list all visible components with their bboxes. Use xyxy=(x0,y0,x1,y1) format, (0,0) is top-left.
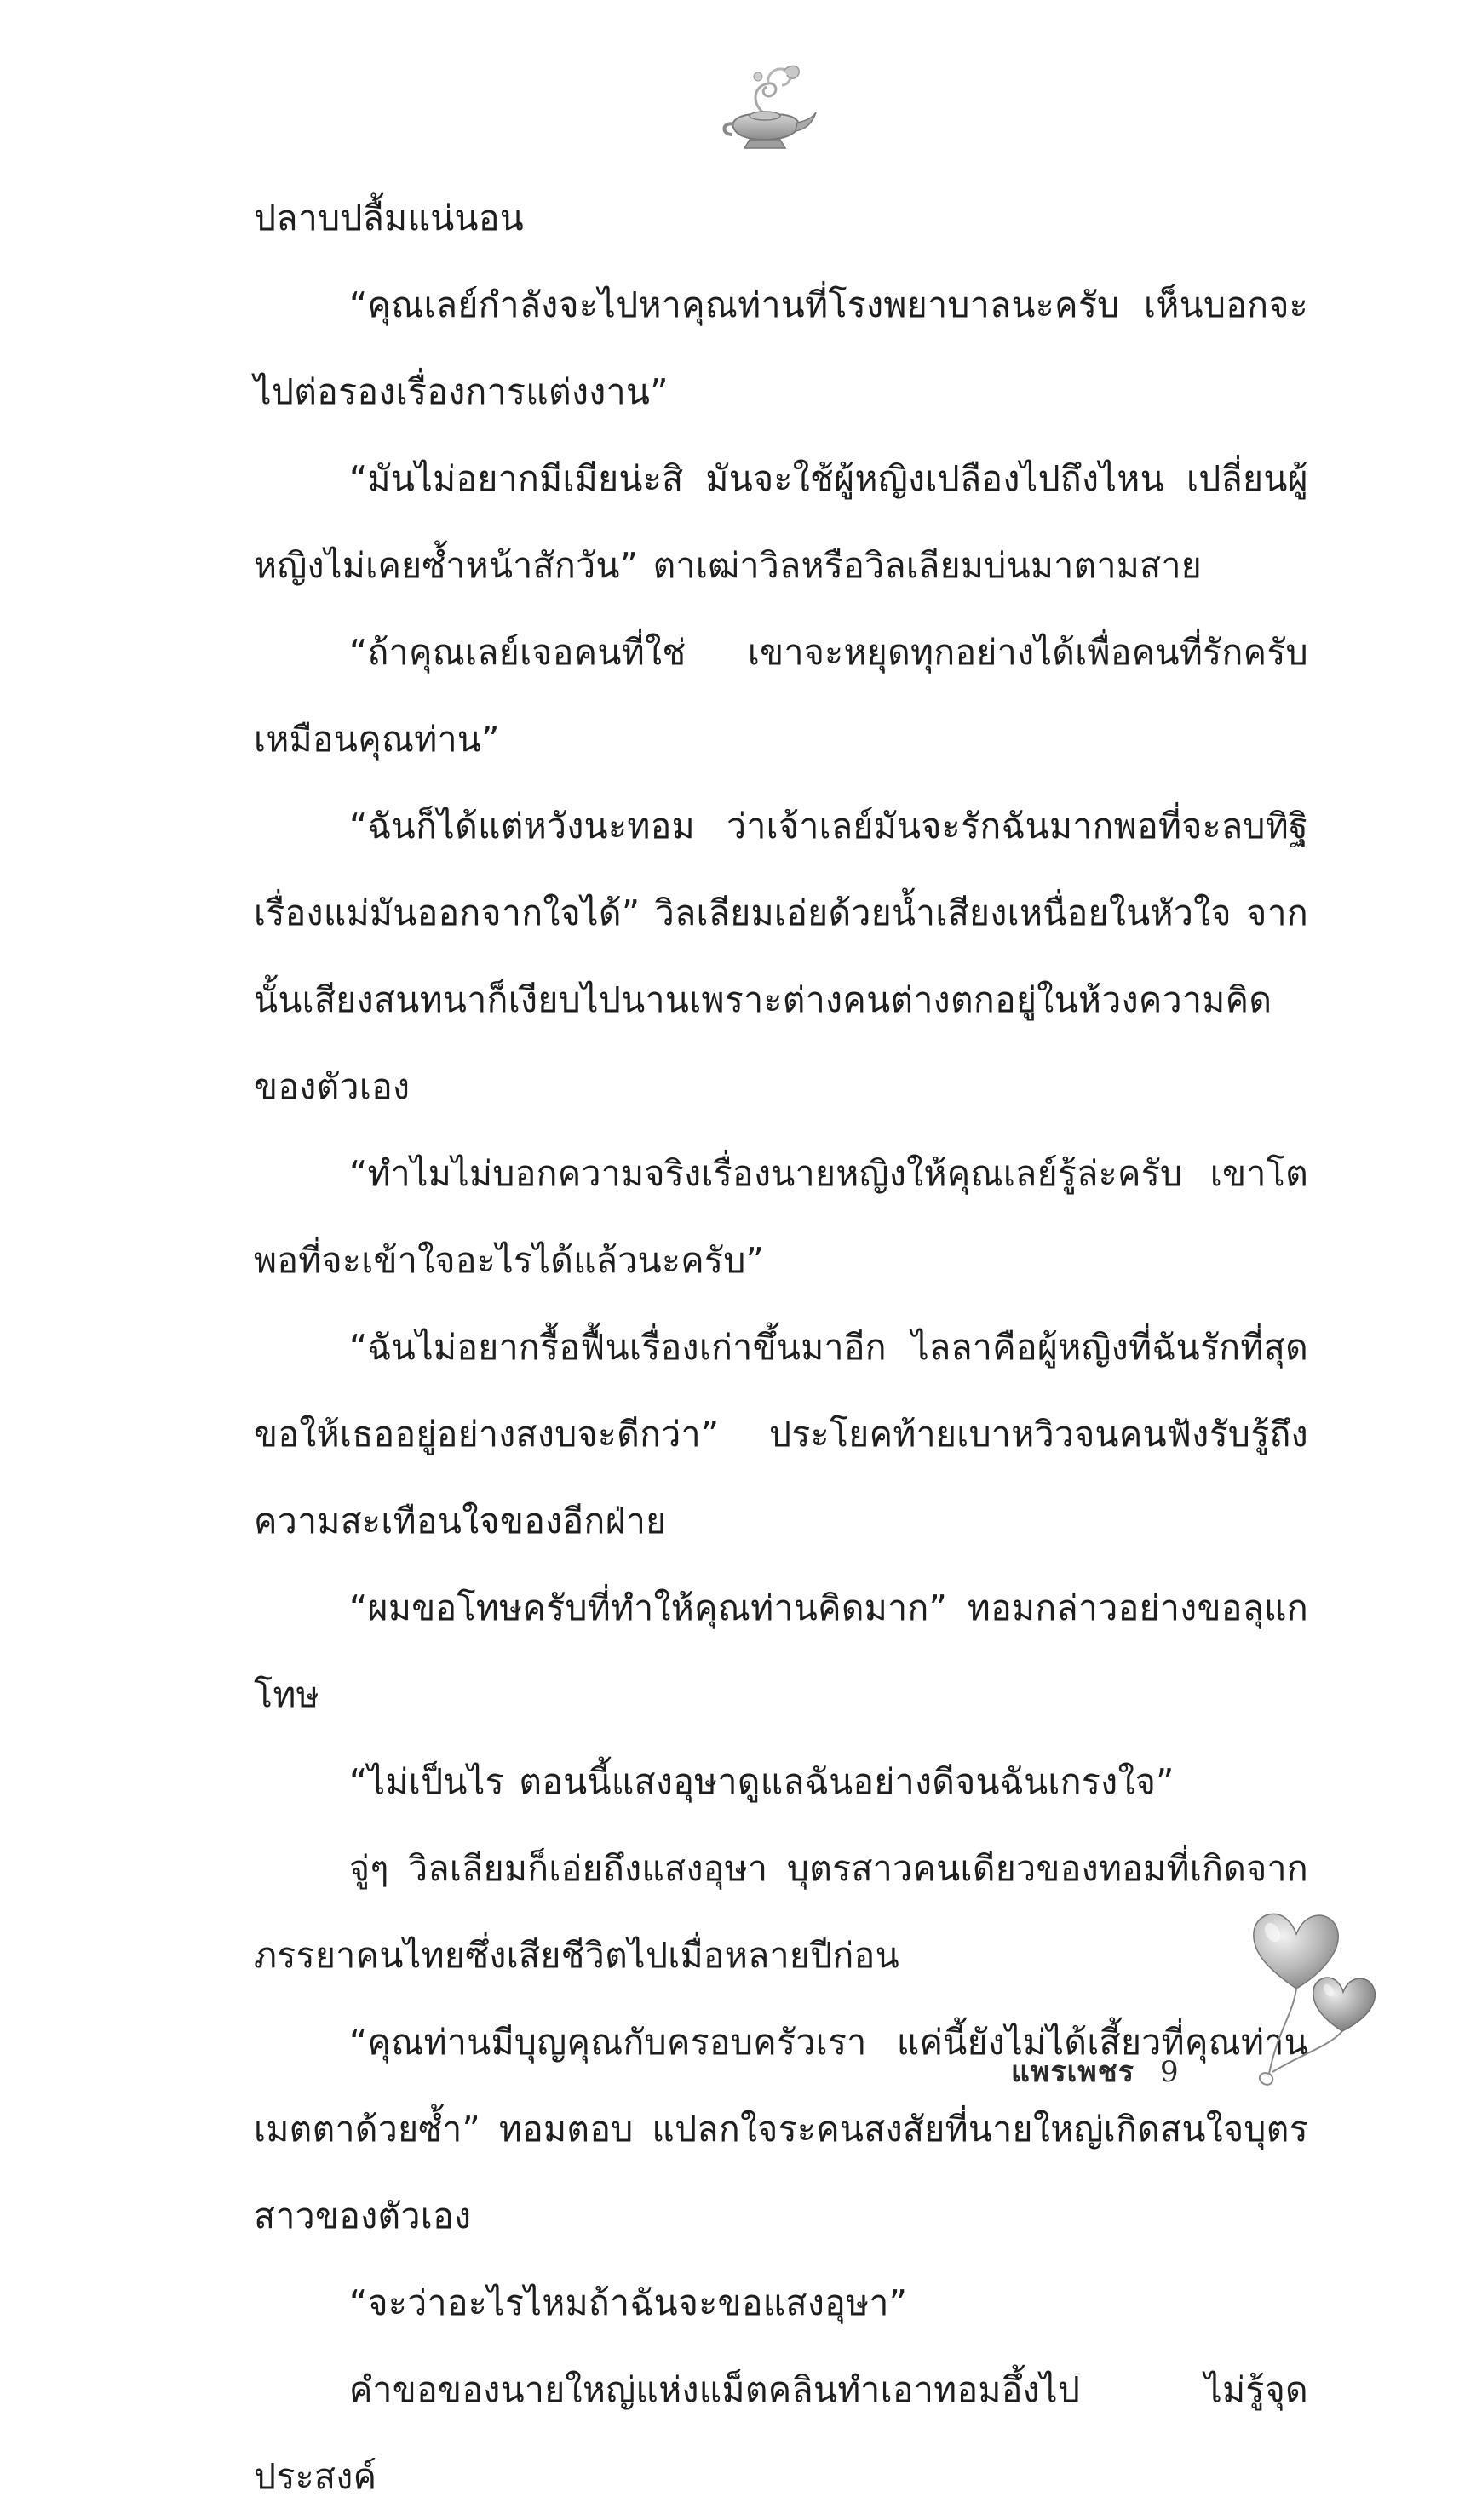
paragraph: คำขอของนายใหญ่แห่งแม็ตคลินทำเอาทอมอึ้งไป ไม่รู้จุดประสงค์ xyxy=(254,2369,1308,2497)
paragraph: “ถ้าคุณเลย์เจอคนที่ใช่ เขาจะหยุดทุกอย่างได้เพื่อคนที่รักครับเหมือนคุณท่าน” xyxy=(254,632,1308,760)
book-title: แพรเพชร xyxy=(1011,2055,1134,2089)
paragraph: “ฉันไม่อยากรื้อฟื้นเรื่องเก่าขึ้นมาอีก ไลลาคือผู้หญิงที่ฉันรักที่สุด ขอให้เธออยู่อย่างสงบจะดีกว่า” ประโยคท้ายเบาหวิวจนคนฟังรับรู้ถึงความสะเทือนใจของอีกฝ่าย xyxy=(254,1327,1308,1541)
magic-lamp-ornament-icon xyxy=(715,61,818,155)
paragraph: “มันไม่อยากมีเมียน่ะสิ มันจะใช้ผู้หญิงเปลืองไปถึงไหน เปลี่ยนผู้หญิงไม่เคยซ้ำหน้าสักวัน” ตาเฒ่าวิลหรือวิลเลียมบ่นมาตามสาย xyxy=(254,458,1308,586)
page-number: 9 xyxy=(1159,2055,1179,2089)
chapter-body-text xyxy=(254,175,1308,2520)
paragraph: “ไม่เป็นไร ตอนนี้แสงอุษาดูแลฉันอย่างดีจนฉันเกรงใจ” xyxy=(349,1761,1175,1802)
paragraph: “คุณท่านมีบุญคุณกับครอบครัวเรา แค่นี้ยังไม่ได้เสี้ยวที่คุณท่านเมตตาด้วยซ้ำ” ทอมตอบ แปลกใจระคนสงสัยที่นายใหญ่เกิดสนใจบุตรสาวของตัวเอง xyxy=(254,2022,1308,2236)
paragraph: ปลาบปลื้มแน่นอน xyxy=(254,198,525,238)
heart-balloons-icon xyxy=(1244,1903,1380,2091)
paragraph: “ผมขอโทษครับที่ทำให้คุณท่านคิดมาก” ทอมกล่าวอย่างขอลุแกโทษ xyxy=(254,1587,1308,1715)
paragraph: “จะว่าอะไรไหมถ้าฉันจะขอแสงอุษา” xyxy=(349,2282,908,2323)
paragraph: “คุณเลย์กำลังจะไปหาคุณท่านที่โรงพยาบาลนะครับ เห็นบอกจะไปต่อรองเรื่องการแต่งงาน” xyxy=(254,284,1308,412)
page-footer xyxy=(1011,2048,1179,2099)
paragraph: จู่ๆ วิลเลียมก็เอ่ยถึงแสงอุษา บุตรสาวคนเดียวของทอมที่เกิดจากภรรยาคนไทยซึ่งเสียชีวิตไปเมื่อหลายปีก่อน xyxy=(254,1848,1308,1976)
paragraph: “ทำไมไม่บอกความจริงเรื่องนายหญิงให้คุณเลย์รู้ล่ะครับ เขาโตพอที่จะเข้าใจอะไรได้แล้วนะครับ” xyxy=(254,1153,1308,1281)
paragraph: “ฉันก็ได้แต่หวังนะทอม ว่าเจ้าเลย์มันจะรักฉันมากพอที่จะลบทิฐิเรื่องแม่มันออกจากใจได้” วิลเลียมเอ่ยด้วยน้ำเสียงเหนื่อยในหัวใจ จากนั้นเสียงสนทนาก็เงียบไปนานเพราะต่างคนต่างตกอยู่ในห้วงความคิดของตัวเอง xyxy=(254,806,1308,1107)
